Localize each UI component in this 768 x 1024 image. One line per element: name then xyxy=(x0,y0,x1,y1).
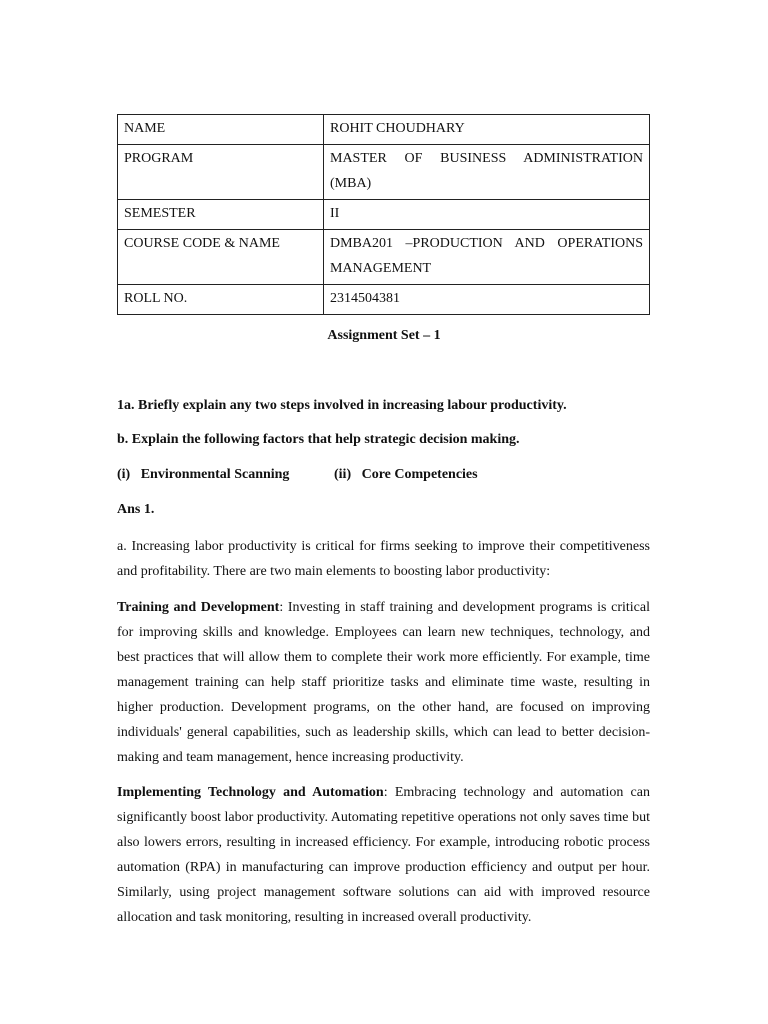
table-row xyxy=(118,230,650,285)
info-key: PROGRAM xyxy=(118,145,324,200)
table-row xyxy=(118,145,650,200)
point-text: : Embracing technology and automation can significantly boost labor productivity. Automating repetitive operations not only saves time but also lowers errors, resulting in increased efficiency. For example, introducing robotic process automation (RPA) in manufacturing can improve production efficiency and output per hour. Similarly, using project management software solutions can aid with improved resource allocation and task monitoring, resulting in increased overall productivity. xyxy=(117,785,650,925)
info-key: COURSE CODE & NAME xyxy=(118,230,324,285)
info-value: 2314504381 xyxy=(324,285,650,315)
table-row xyxy=(118,115,650,145)
info-key: NAME xyxy=(118,115,324,145)
info-value: II xyxy=(324,200,650,230)
question-1b: b. Explain the following factors that help strategic decision making. xyxy=(117,432,520,447)
student-info-table xyxy=(117,114,650,315)
answer-point-training xyxy=(117,595,650,770)
assignment-title: Assignment Set – 1 xyxy=(327,328,441,343)
factor-list xyxy=(117,467,650,483)
answer-heading: Ans 1. xyxy=(117,502,155,517)
answer-intro: a. Increasing labor productivity is critical for firms seeking to improve their competitiveness and profitability. There are two main elements to boosting labor productivity: xyxy=(117,539,650,579)
factor-item: (ii) Core Competencies xyxy=(334,467,478,482)
info-key: SEMESTER xyxy=(118,200,324,230)
point-title: Training and Development xyxy=(117,600,280,615)
factor-item: (i) Environmental Scanning xyxy=(117,467,290,482)
info-value: DMBA201 –PRODUCTION AND OPERATIONS MANAGEMENT xyxy=(324,230,650,285)
info-value: ROHIT CHOUDHARY xyxy=(324,115,650,145)
table-row xyxy=(118,285,650,315)
info-value: MASTER OF BUSINESS ADMINISTRATION (MBA) xyxy=(324,145,650,200)
point-title: Implementing Technology and Automation xyxy=(117,785,384,800)
table-row xyxy=(118,200,650,230)
info-key: ROLL NO. xyxy=(118,285,324,315)
question-1a: 1a. Briefly explain any two steps involved in increasing labour productivity. xyxy=(117,398,567,413)
point-text: : Investing in staff training and development programs is critical for improving skills and knowledge. Employees can learn new techniques, technology, and best practices that will allow them to complete their work more efficiently. For example, time management training can help staff prioritize tasks and eliminate time waste, resulting in higher production. Development programs, on the other hand, are focused on improving individuals' general capabilities, such as leadership skills, which can lead to better decision-making and team management, hence increasing productivity. xyxy=(117,600,651,765)
answer-point-technology xyxy=(117,780,650,930)
